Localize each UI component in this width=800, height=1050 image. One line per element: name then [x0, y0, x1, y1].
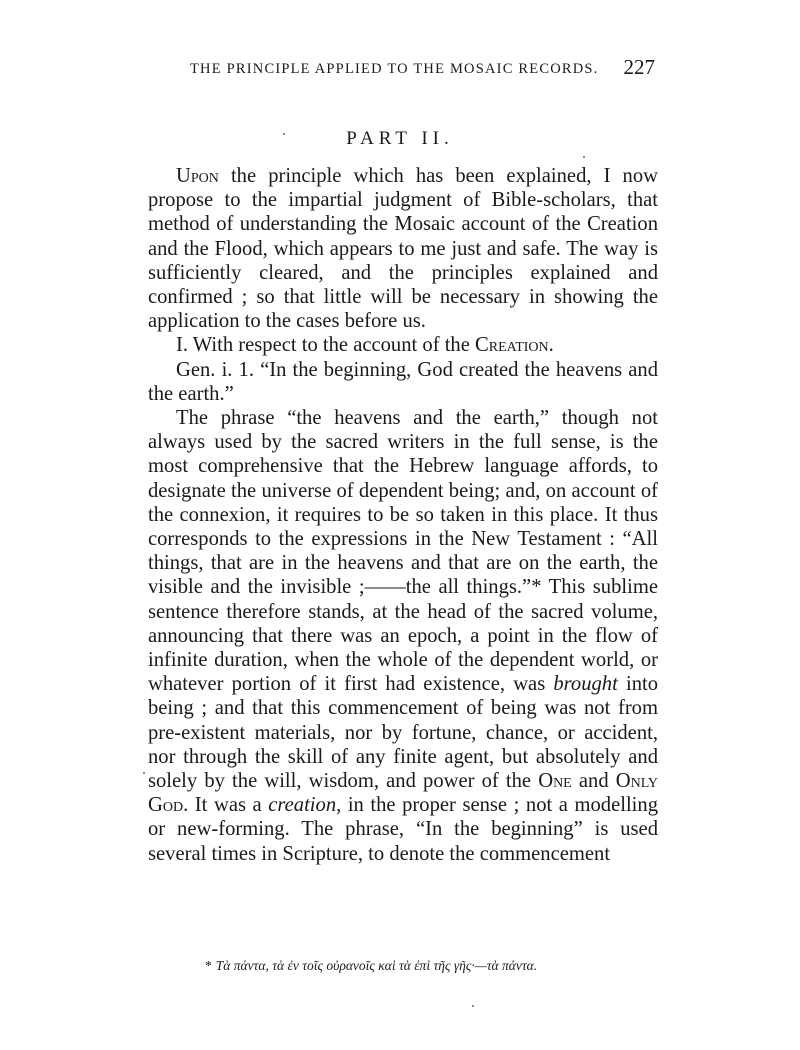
text-run: I. With respect to the account of the [176, 334, 476, 357]
part-heading: PART II. [346, 128, 454, 149]
italic-text: brought [553, 673, 618, 696]
print-speck [583, 156, 585, 158]
paragraph [148, 406, 658, 866]
footnote [205, 958, 645, 974]
footnote-text: Τὰ πάντα, τὰ ἐν τοῖς οὐρανοῖς καὶ τὰ ἐπὶ τῆς γῆς·—τὰ πάντα. [215, 958, 538, 973]
print-speck [143, 772, 145, 774]
paragraph [148, 358, 658, 406]
body-text [148, 164, 658, 866]
text-run: , in the proper sense ; not a modelling or new-forming. The phrase, “In the beginning” is used several times in Scripture, to denote the commencement [148, 794, 658, 865]
text-run: and [571, 770, 616, 793]
text-run: into being ; and that this commencement of being was not from pre-existent materials, nor by fortune, chance, or accident, nor through the skill of any finite agent, but absolutely and solely by the will, wisdom, and power of the [148, 673, 659, 793]
text-run: The phrase “the heavens and the earth,” though not always used by the sacred writers in the full sense, is the most comprehensive that the Hebrew language affords, to designate the universe of dependent being; and, on account of the connexion, it requires to be so taken in this place. It thus corresponds to the expressions in the New Testament : “All things, that are in the heavens and that are on the earth, the visible and the invisible ;——the all things.”* This sublime sentence therefore stands, at the head of the sacred volume, announcing that there was an epoch, a point in the flow of infinite duration, when the whole of the dependent world, or whatever portion of it first had existence, was [148, 407, 658, 696]
text-run: . [548, 334, 554, 357]
running-head-title: THE PRINCIPLE APPLIED TO THE MOSAIC RECORDS. [190, 61, 599, 77]
print-speck [283, 133, 285, 135]
paragraph [148, 164, 658, 333]
print-speck [472, 1005, 474, 1007]
page-number: 227 [623, 55, 655, 79]
small-caps-text: One [538, 770, 572, 793]
italic-text: creation [268, 794, 337, 817]
small-caps-text: Only God [148, 770, 658, 817]
text-run: the principle which has been explained, I now propose to the impartial judgment of Bible-scholars, that method of understanding the Mosaic account of the Creation and the Flood, which appears to me just and safe. The way is sufficiently cleared, and the principles explained and confirmed ; so that little will be necessary in showing the application to the cases before us. [148, 165, 658, 333]
text-run: Gen. i. 1. “In the beginning, God created the heavens and the earth.” [148, 358, 658, 405]
paragraph [148, 333, 658, 357]
small-caps-text: Upon [176, 165, 219, 187]
footnote-marker: * [205, 958, 212, 973]
running-head [190, 52, 655, 84]
small-caps-text: Creation [475, 334, 549, 357]
text-run: . It was a [183, 794, 269, 817]
